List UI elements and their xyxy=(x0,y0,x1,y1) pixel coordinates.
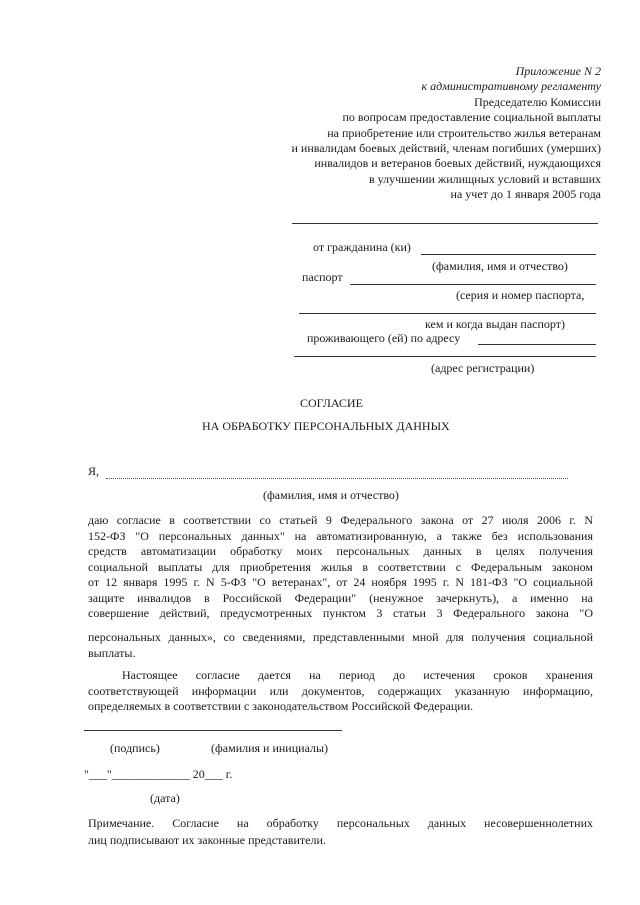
paragraph-line: персональных данных», со сведениями, представленными мной для получения социальной xyxy=(88,630,593,644)
blank-line[interactable] xyxy=(292,223,598,224)
residing-label: проживающего (ей) по адресу xyxy=(307,331,461,345)
addressee-line: в улучшении жилищных условий и вставших xyxy=(368,172,601,186)
address-field-2[interactable] xyxy=(294,356,596,357)
paragraph-line: соответствующей информации или документов, содержащих указанную информацию, xyxy=(88,683,593,698)
paragraph-line: определяемых в соответствии с законодательством Российской Федерации. xyxy=(88,699,474,713)
note-line: лиц подписывают их законные представители. xyxy=(88,833,326,847)
regulation-label: к административному регламенту xyxy=(421,79,601,93)
note-paragraph xyxy=(88,815,593,849)
addressee-line: на приобретение или строительство жилья ветеранам xyxy=(327,126,601,140)
addressee-line: инвалидов и ветеранов боевых действий, нуждающихся xyxy=(314,156,601,170)
address-hint: (адрес регистрации) xyxy=(431,361,535,375)
addressee-line: по вопросам предоставление социальной выплаты xyxy=(342,110,601,124)
paragraph-line: даю согласие в соответствии со статьей 9 Федерального закона от 27 июля 2006 г. N xyxy=(88,513,593,527)
passport-field[interactable] xyxy=(350,284,596,285)
i-label: Я, xyxy=(88,464,100,478)
paragraph-line: социальной выплаты для приобретения жилья в соответствии с Федеральным законом xyxy=(88,559,593,574)
signature-hint: (подпись) xyxy=(110,741,160,755)
signature-name-hint: (фамилия и инициалы) xyxy=(211,741,329,755)
paragraph-line: выплаты. xyxy=(88,645,136,660)
term-paragraph xyxy=(88,668,593,715)
addressee-line: на учет до 1 января 2005 года xyxy=(450,187,601,201)
document-title: СОГЛАСИЕ xyxy=(300,396,363,410)
paragraph-line: совершение действий, предусмотренных пунктом 3 статьи 3 Федерального закона "О xyxy=(88,606,593,620)
consent-paragraph xyxy=(88,513,593,622)
note-line: Примечание. Согласие на обработку персональных данных несовершеннолетних xyxy=(88,816,593,830)
passport-hint: (серия и номер паспорта, xyxy=(456,288,585,302)
date-line[interactable]: "___"_____________ 20___ г. xyxy=(84,767,233,781)
paragraph-line: Настоящее согласие дается на период до истечения сроков хранения xyxy=(122,668,593,682)
applicant-name-field[interactable] xyxy=(421,254,596,255)
name-hint: (фамилия, имя и отчество) xyxy=(432,259,568,273)
paragraph-line: защите инвалидов в Российской Федерации" (ненужное зачеркнуть), а именно на xyxy=(88,590,593,605)
document-subtitle: НА ОБРАБОТКУ ПЕРСОНАЛЬНЫХ ДАННЫХ xyxy=(202,419,450,433)
passport-label: паспорт xyxy=(302,270,343,284)
addressee-line: Председателю Комиссии xyxy=(474,95,601,109)
from-label: от гражданина (ки) xyxy=(313,240,411,254)
issued-hint: кем и когда выдан паспорт) xyxy=(425,317,566,331)
paragraph-line: 152-ФЗ "О персональных данных" на автоматизированную, а также без использования xyxy=(88,528,593,543)
addressee-line: и инвалидам боевых действий, членам погибших (умерших) xyxy=(291,141,601,155)
passport-issued-field[interactable] xyxy=(299,313,596,314)
fio-hint: (фамилия, имя и отчество) xyxy=(263,488,399,502)
date-hint: (дата) xyxy=(150,791,180,805)
address-field-1[interactable] xyxy=(478,344,596,345)
paragraph-line: от 12 января 1995 г. N 5-ФЗ "О ветеранах", от 24 ноября 1995 г. N 181-ФЗ "О социальной xyxy=(88,575,593,589)
signature-field[interactable] xyxy=(84,730,342,731)
consent-paragraph-tail xyxy=(88,630,593,661)
appendix-label: Приложение N 2 xyxy=(515,64,601,78)
fio-field[interactable] xyxy=(106,478,568,479)
paragraph-line: средств автоматизации обработку моих персональных данных в целях получения xyxy=(88,544,593,558)
